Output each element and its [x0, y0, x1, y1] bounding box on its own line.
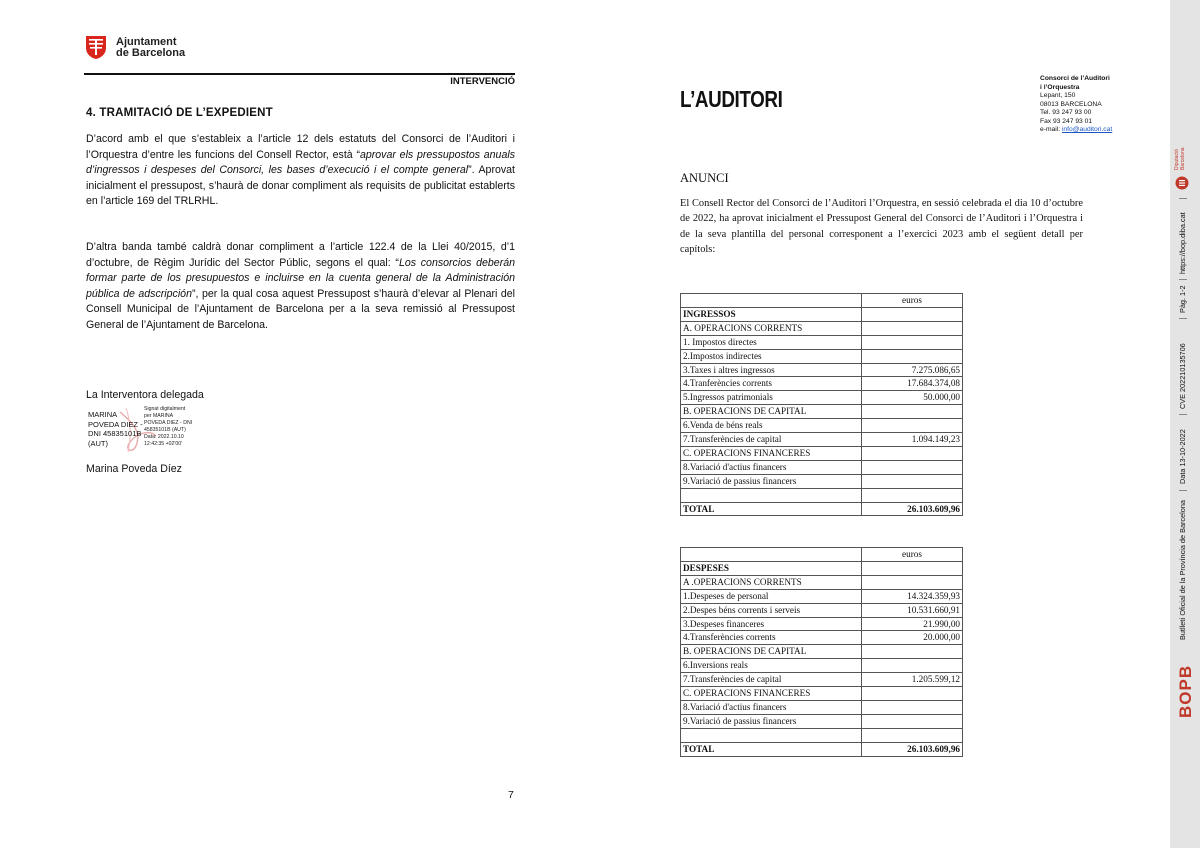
row-label: 8.Variació d'actius financers [681, 700, 862, 714]
row-label [681, 488, 862, 502]
row-label: 1.Despeses de personal [681, 589, 862, 603]
announcement-body: El Consell Rector del Consorci de l’Auditori l’Orquestra, en sessió celebrada el dia 10 d’octubre de 2022, ha aprovat inicialment el Pressupost General del Consorci de l’Auditori i l’Orquestra i de la seva plantilla del personal corresponent a l’exercici 2023 amb el següent detall per capítols: [680, 198, 1083, 255]
row-amount [862, 700, 963, 714]
diputacio-label: Diputació Barcelona [1174, 147, 1186, 170]
row-amount [862, 575, 963, 589]
row-amount [862, 474, 963, 488]
table-row [681, 728, 963, 742]
row-label: TOTAL [681, 502, 862, 516]
row-amount [862, 561, 963, 575]
table-row [681, 714, 963, 728]
sidebar-separator [1179, 318, 1187, 319]
paragraph-law: D’altra banda també caldrà donar compliment a l’article 122.4 de la Llei 40/2015, d’1 d’octubre, de Règim Jurídic del Sector Públic, segons el qual: “Los consorcios deberán formar parte de los presupuestos e incluirse en la cuenta general de la Administración pública de adscripción”, per la qual cosa aquest Pressupost s’haurà d’elevar al Plenari del Consell Municipal de l’Ajuntament de Barcelona per a la seva remissió al Pressupost General de l’Ajuntament de Barcelona. [86, 241, 516, 331]
table-row [681, 673, 963, 687]
row-label: 7.Transferències de capital [681, 673, 862, 687]
row-label: 5.Ingressos patrimonials [681, 391, 862, 405]
sidebar-separator [1179, 414, 1187, 415]
row-label: A. OPERACIONS CORRENTS [681, 321, 862, 335]
row-label: C. OPERACIONS FINANCERES [681, 446, 862, 460]
row-amount [862, 349, 963, 363]
row-label: B. OPERACIONS DE CAPITAL [681, 405, 862, 419]
signature-name-block: MARINA POVEDA DIEZ - DNI 45835101B (AUT) [88, 410, 143, 448]
row-amount [862, 488, 963, 502]
announcement-heading: ANUNCI [680, 171, 729, 185]
table-row [681, 460, 963, 474]
table-row [681, 700, 963, 714]
bopb-sidebar [1170, 0, 1200, 848]
row-amount [862, 728, 963, 742]
email-link[interactable]: info@auditori.cat [1061, 126, 1113, 133]
page-number: 7 [508, 789, 514, 801]
expenses-table [680, 547, 963, 757]
table-row [681, 488, 963, 502]
bop-url: https://bop.diba.cat [1178, 212, 1187, 274]
row-amount [862, 714, 963, 728]
table-row [681, 603, 963, 617]
signature-metadata: Signat digitalment per MARINA POVEDA DIEZ - DNI 45835101B (AUT) Data: 2022.10.10 12:42:35 +02'00' [144, 406, 193, 447]
auditori-logo: L’AUDITORI [680, 86, 783, 112]
table-row [681, 391, 963, 405]
table-row [681, 335, 963, 349]
row-amount: 1.094.149,23 [862, 433, 963, 447]
table-row [681, 617, 963, 631]
row-amount: 1.205.599,12 [862, 673, 963, 687]
row-amount: 10.531.660,91 [862, 603, 963, 617]
row-label: 3.Taxes i altres ingressos [681, 363, 862, 377]
row-amount [862, 405, 963, 419]
row-amount [862, 307, 963, 321]
row-amount [862, 419, 963, 433]
header-label: INTERVENCIÓ [450, 76, 515, 87]
row-label: 8.Variació d'actius financers [681, 460, 862, 474]
row-label: 1. Impostos directes [681, 335, 862, 349]
table-row [681, 589, 963, 603]
barcelona-shield-icon [84, 34, 108, 60]
row-label: INGRESSOS [681, 307, 862, 321]
signatory-name: Marina Poveda Díez [86, 463, 182, 475]
row-label [681, 728, 862, 742]
row-amount: 26.103.609,96 [862, 502, 963, 516]
table-row [681, 561, 963, 575]
row-amount [862, 335, 963, 349]
row-amount [862, 321, 963, 335]
signature-role: La Interventora delegada [86, 389, 204, 401]
table-row [681, 405, 963, 419]
row-label: 2.Despes béns corrents i serveis [681, 603, 862, 617]
table-unit-header: euros [862, 294, 963, 308]
row-label: B. OPERACIONS DE CAPITAL [681, 645, 862, 659]
table-row [681, 419, 963, 433]
table-row [681, 474, 963, 488]
row-amount [862, 659, 963, 673]
sidebar-separator [1179, 198, 1187, 199]
table-row [681, 446, 963, 460]
row-amount: 21.990,00 [862, 617, 963, 631]
row-label: A .OPERACIONS CORRENTS [681, 575, 862, 589]
publication-date: Data 13-10-2022 [1178, 429, 1187, 484]
sidebar-separator [1179, 279, 1187, 280]
row-amount [862, 687, 963, 701]
row-amount: 50.000,00 [862, 391, 963, 405]
row-label: DESPESES [681, 561, 862, 575]
table-header-blank [681, 294, 862, 308]
table-row [681, 502, 963, 516]
bopb-brand: BOPB [1176, 664, 1195, 718]
table-row [681, 742, 963, 756]
row-label: TOTAL [681, 742, 862, 756]
row-amount: 7.275.086,65 [862, 363, 963, 377]
table-row [681, 687, 963, 701]
paragraph-statutes: D’acord amb el que s’estableix a l’article 12 dels estatuts del Consorci de l’Auditori i l’Orquestra d’entre les funcions del Consell Rector, està “aprovar els pressupostos anuals d’ingressos i despeses del Consorci, les bases d’execució i el compte general”. Aprovat inicialment el pressupost, s’haurà de donar compliment als requisits de publicitat establerts en l’article 169 del TRLRHL. [86, 133, 515, 208]
table-row [681, 307, 963, 321]
table-row [681, 349, 963, 363]
diputacio-emblem-icon [1175, 176, 1189, 190]
row-label: 3.Despeses financeres [681, 617, 862, 631]
row-label: 7.Transferències de capital [681, 433, 862, 447]
table-row [681, 645, 963, 659]
row-amount: 14.324.359,93 [862, 589, 963, 603]
row-amount: 17.684.374,08 [862, 377, 963, 391]
publication-name: Butlletí Oficial de la Província de Barcelona [1178, 500, 1187, 640]
income-table [680, 293, 963, 516]
row-label: 6.Venda de béns reals [681, 419, 862, 433]
row-amount: 20.000,00 [862, 631, 963, 645]
table-header-blank [681, 548, 862, 562]
row-label: 2.Impostos indirectes [681, 349, 862, 363]
section-title: 4. TRAMITACIÓ DE L’EXPEDIENT [86, 107, 273, 119]
row-label: 9.Variació de passius financers [681, 714, 862, 728]
row-label: 4.Tranferències corrents [681, 377, 862, 391]
table-row [681, 363, 963, 377]
table-row [681, 433, 963, 447]
ajuntament-logo: Ajuntament de Barcelona [116, 36, 186, 59]
table-row [681, 575, 963, 589]
page-range: Pàg. 1-2 [1178, 285, 1187, 313]
table-unit-header: euros [862, 548, 963, 562]
cve-code: CVE 202210135706 [1178, 343, 1187, 409]
table-row [681, 321, 963, 335]
row-amount [862, 645, 963, 659]
table-row [681, 377, 963, 391]
row-amount [862, 446, 963, 460]
address-block: Consorci de l’Auditori i l’Orquestra Lepant, 150 08013 BARCELONA Tel. 93 247 93 00 Fax 93 247 93 01 e-mail: info@auditori.cat [1040, 75, 1113, 133]
table-row [681, 659, 963, 673]
row-amount [862, 460, 963, 474]
row-label: C. OPERACIONS FINANCERES [681, 687, 862, 701]
table-row [681, 631, 963, 645]
row-label: 6.Inversions reals [681, 659, 862, 673]
row-label: 9.Variació de passius financers [681, 474, 862, 488]
row-amount: 26.103.609,96 [862, 742, 963, 756]
row-label: 4.Transferències corrents [681, 631, 862, 645]
header-rule [84, 73, 515, 75]
sidebar-separator [1179, 490, 1187, 491]
